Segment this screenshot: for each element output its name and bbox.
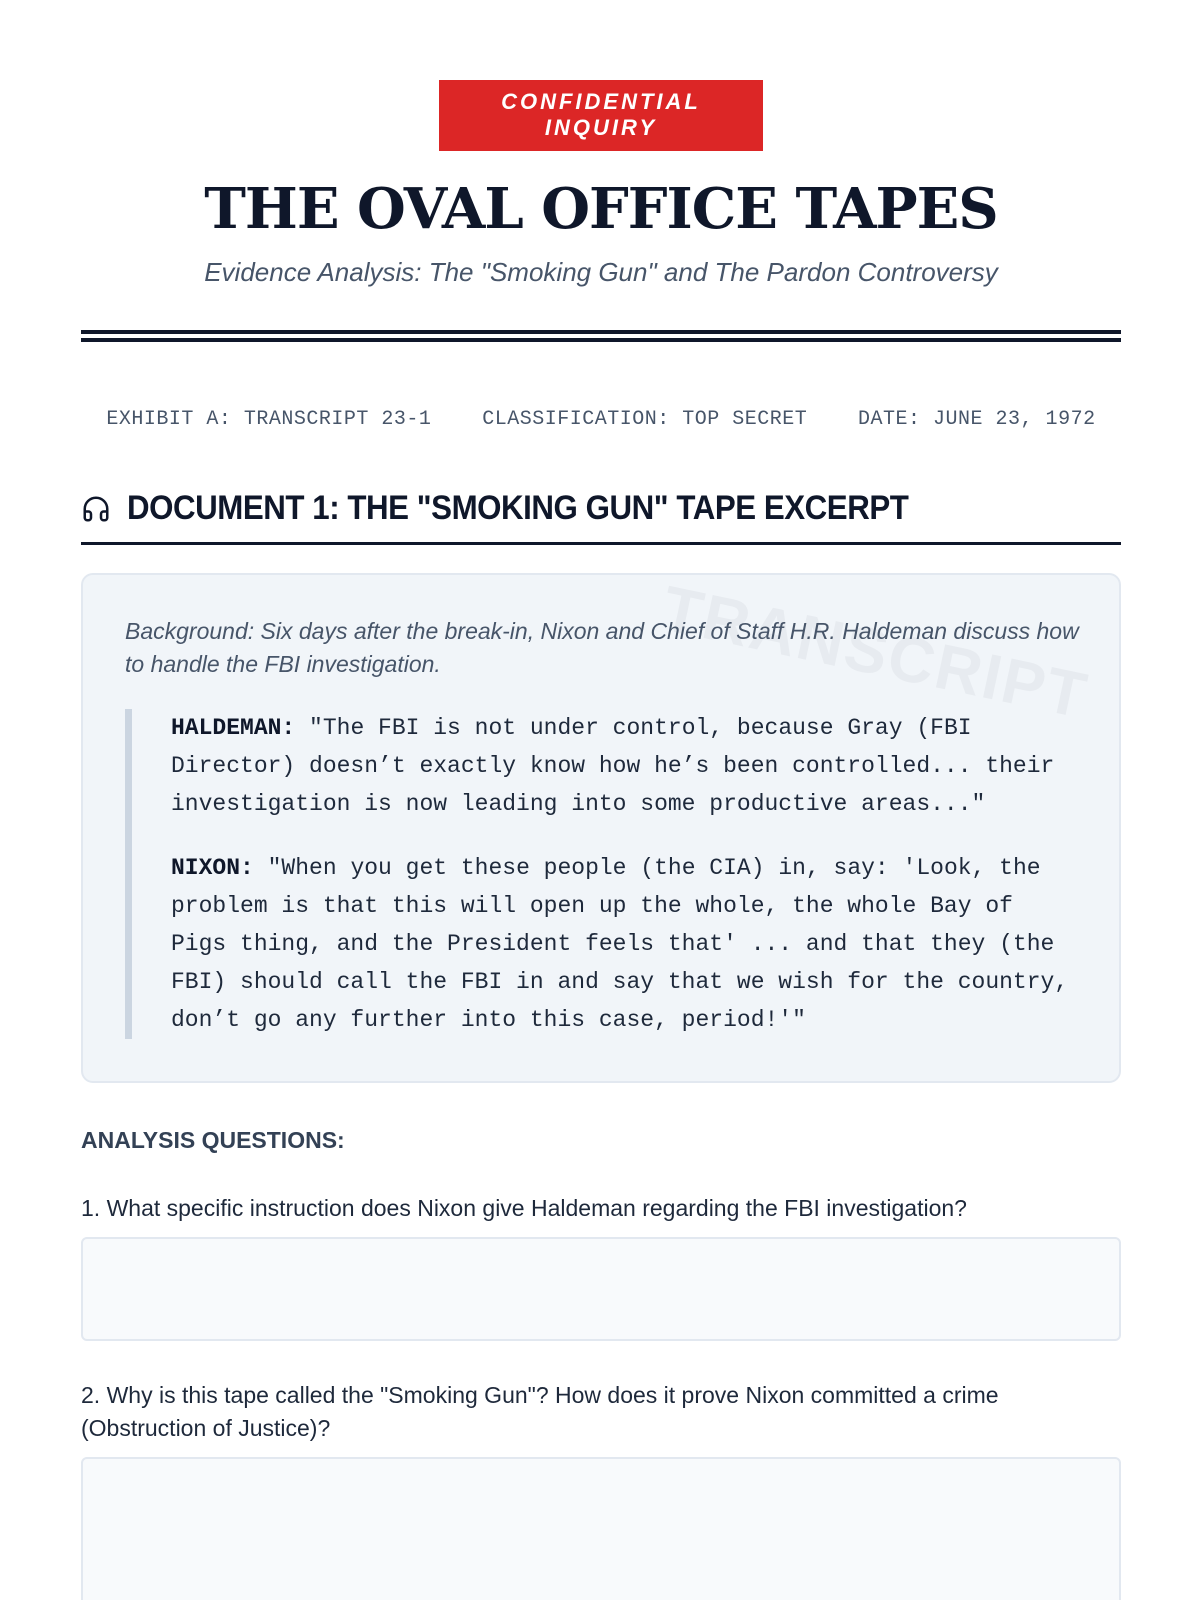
exhibit-label: EXHIBIT A: TRANSCRIPT 23-1	[106, 408, 432, 431]
quote-haldeman-text: "The FBI is not under control, because Gray (FBI Director) doesn’t exactly know how he’s been controlled... their investigation is now leading into some productive areas..."	[171, 715, 1055, 817]
question-1: 1. What specific instruction does Nixon give Haldeman regarding the FBI investigation?	[81, 1195, 967, 1221]
stamp-wrap	[81, 0, 1121, 151]
quote-haldeman	[171, 709, 1079, 823]
page-title: THE OVAL OFFICE TAPES	[204, 176, 998, 242]
document-1-heading	[81, 489, 1121, 545]
date-label: DATE: JUNE 23, 1972	[858, 408, 1096, 431]
answer-2-textarea[interactable]	[81, 1457, 1121, 1600]
analysis-heading: ANALYSIS QUESTIONS:	[81, 1127, 345, 1153]
document-1-title: DOCUMENT 1: THE "SMOKING GUN" TAPE EXCERPT	[127, 489, 909, 527]
question-2: 2. Why is this tape called the "Smoking Gun"? How does it prove Nixon committed a crime (Obstruction of Justice)?	[81, 1382, 999, 1441]
quote-nixon	[171, 849, 1079, 1039]
transcript-box	[81, 573, 1121, 1083]
quote-nixon-text: "When you get these people (the CIA) in, say: 'Look, the problem is that this will open up the whole, the whole Bay of Pigs thing, and the President feels that' ... and that they (the FBI) should call the FBI in and say that we wish for the country, don’t go any further into this case, period!'"	[171, 855, 1069, 1033]
quote-block	[125, 709, 1079, 1039]
speaker-haldeman: HALDEMAN:	[171, 715, 296, 741]
speaker-nixon: NIXON:	[171, 855, 254, 881]
page-subtitle: Evidence Analysis: The "Smoking Gun" and The Pardon Controversy	[204, 257, 998, 287]
background-note: Background: Six days after the break-in, Nixon and Chief of Staff H.R. Haldeman discuss how to handle the FBI investigation.	[125, 618, 1079, 677]
headphones-icon	[81, 493, 111, 525]
classification-label: CLASSIFICATION: TOP SECRET	[482, 408, 808, 431]
confidential-stamp: CONFIDENTIAL INQUIRY	[439, 80, 763, 151]
answer-1-textarea[interactable]	[81, 1237, 1121, 1341]
worksheet-content	[81, 0, 1121, 1600]
exhibit-meta-row	[81, 408, 1121, 431]
double-divider	[81, 330, 1121, 342]
